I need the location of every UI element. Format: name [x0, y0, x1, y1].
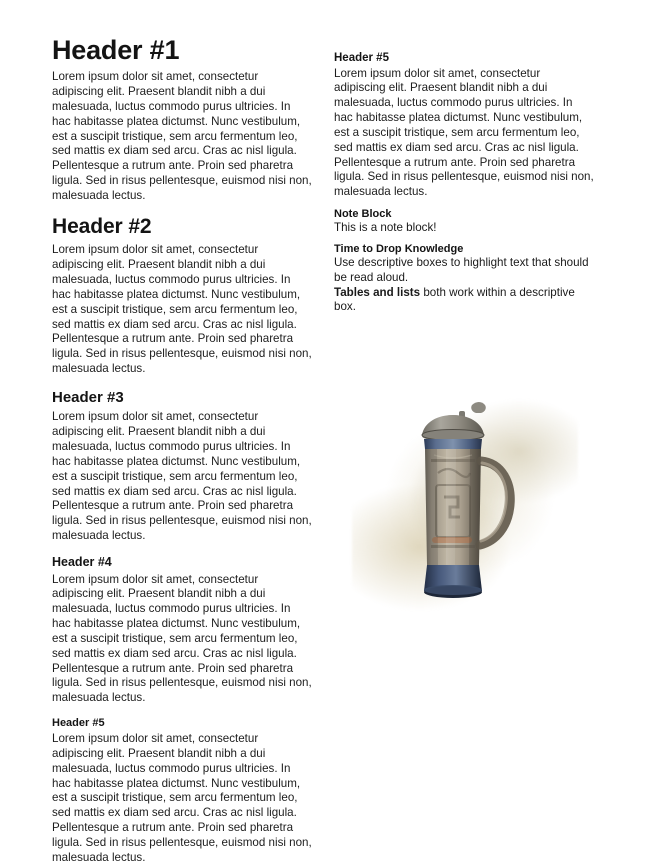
tables-and-lists-label: Tables and lists — [334, 285, 421, 299]
right-column — [334, 36, 594, 655]
descriptive-box-tables-line — [334, 286, 594, 316]
body-paragraph: Lorem ipsum dolor sit amet, consectetur adipiscing elit. Praesent blandit nibh a dui malesuada, luctus commodo purus ultricies. In hac habitasse platea dictumst. Nunc vestibulum, est a suscipit tristique, sem arcu fermentum leo, sed mattis ex diam sed arcu. Cras ac nisl ligula. Pellentesque a rutrum ante. Proin sed pharetra ligula. Sed in risus pellentesque, euismod nisi non, malesuada lectus. — [52, 70, 312, 202]
body-highlight — [446, 449, 456, 565]
stein-foot-top — [424, 585, 482, 595]
note-block-title: Note Block — [334, 208, 392, 221]
body-paragraph: Lorem ipsum dolor sit amet, consectetur adipiscing elit. Praesent blandit nibh a dui malesuada, luctus commodo purus ultricies. In hac habitasse platea dictumst. Nunc vestibulum, est a suscipit tristique, sem arcu fermentum leo, sed mattis ex diam sed arcu. Cras ac nisl ligula. Pellentesque a rutrum ante. Proin sed pharetra ligula. Sed in risus pellentesque, euismod nisi non, malesuada lectus. — [52, 572, 312, 705]
heading-5-right: Header #5 — [334, 52, 389, 64]
body-paragraph: Lorem ipsum dolor sit amet, consectetur adipiscing elit. Praesent blandit nibh a dui malesuada, luctus commodo purus ultricies. In hac habitasse platea dictumst. Nunc vestibulum, est a suscipit tristique, sem arcu fermentum leo, sed mattis ex diam sed arcu. Cras ac nisl ligula. Pellentesque a rutrum ante. Proin sed pharetra ligula. Sed in risus pellentesque, euismod nisi non, malesuada lectus. — [52, 243, 312, 376]
page-title: Header #1 — [52, 35, 180, 65]
body-paragraph: Lorem ipsum dolor sit amet, consectetur adipiscing elit. Praesent blandit nibh a dui malesuada, luctus commodo purus ultricies. In hac habitasse platea dictumst. Nunc vestibulum, est a suscipit tristique, sem arcu fermentum leo, sed mattis ex diam sed arcu. Cras ac nisl ligula. Pellentesque a rutrum ante. Proin sed pharetra ligula. Sed in risus pellentesque, euismod nisi non, malesuada lectus. — [52, 732, 312, 864]
body-shadow-right — [469, 449, 481, 565]
tables-and-lists-rest: both work within a descriptive box. — [334, 285, 575, 314]
beer-stein-illustration — [334, 355, 594, 655]
left-column — [52, 36, 312, 868]
descriptive-box-text: Use descriptive boxes to highlight text that should be read aloud. — [334, 255, 589, 284]
descriptive-box-title: Time to Drop Knowledge — [334, 242, 464, 255]
heading-2: Header #2 — [52, 214, 152, 238]
two-column-layout — [52, 36, 622, 868]
body-shadow-left — [425, 449, 438, 565]
body-paragraph: Lorem ipsum dolor sit amet, consectetur adipiscing elit. Praesent blandit nibh a dui malesuada, luctus commodo purus ultricies. In hac habitasse platea dictumst. Nunc vestibulum, est a suscipit tristique, sem arcu fermentum leo, sed mattis ex diam sed arcu. Cras ac nisl ligula. Pellentesque a rutrum ante. Proin sed pharetra ligula. Sed in risus pellentesque, euismod nisi non, malesuada lectus. — [334, 66, 594, 199]
note-block-text: This is a note block! — [334, 221, 437, 235]
heading-5: Header #5 — [52, 717, 105, 730]
body-paragraph: Lorem ipsum dolor sit amet, consectetur adipiscing elit. Praesent blandit nibh a dui malesuada, luctus commodo purus ultricies. In hac habitasse platea dictumst. Nunc vestibulum, est a suscipit tristique, sem arcu fermentum leo, sed mattis ex diam sed arcu. Cras ac nisl ligula. Pellentesque a rutrum ante. Proin sed pharetra ligula. Sed in risus pellentesque, euismod nisi non, malesuada lectus. — [52, 410, 312, 543]
lid-lever — [471, 402, 486, 413]
stein-neck — [424, 439, 482, 449]
heading-3: Header #3 — [52, 388, 124, 406]
heading-4: Header #4 — [52, 554, 112, 569]
stein-drawing — [390, 389, 540, 629]
